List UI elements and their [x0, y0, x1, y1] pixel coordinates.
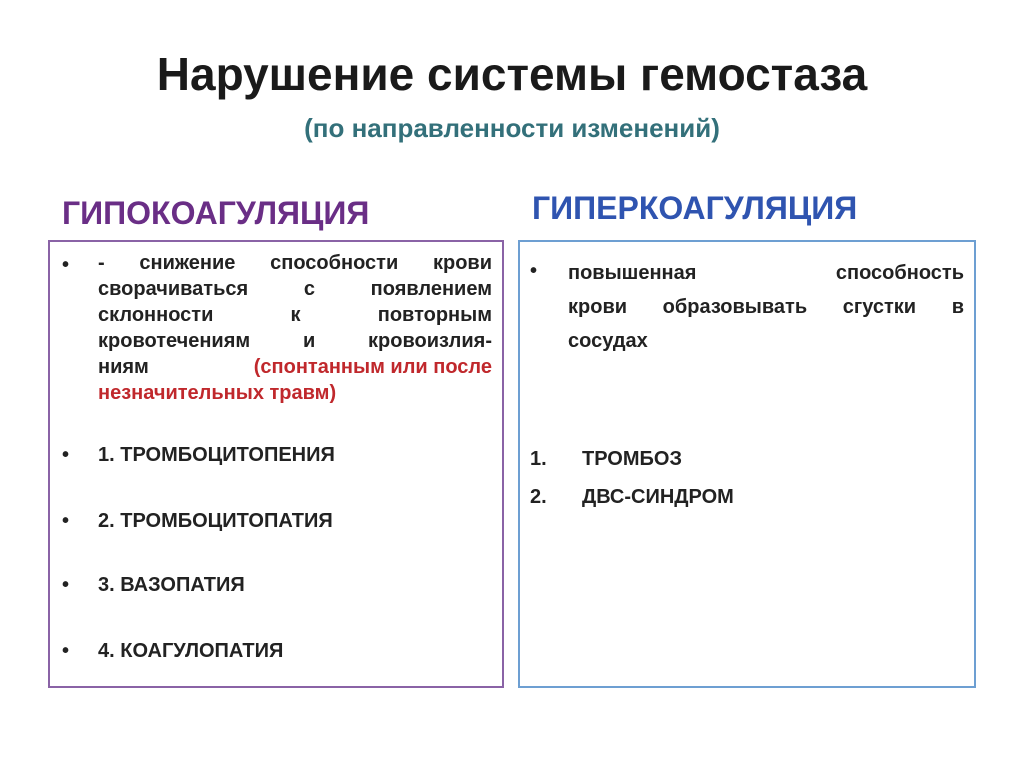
- desc-text: ниям: [98, 356, 149, 378]
- desc-line: сворачиваться с появлением: [98, 278, 492, 300]
- hypocoagulation-box: [48, 240, 504, 688]
- list-number: 2.: [530, 486, 547, 508]
- list-item: 3. ВАЗОПАТИЯ: [98, 574, 245, 596]
- desc-line: - снижение способности крови: [98, 252, 492, 274]
- bullet-marker: •: [62, 510, 70, 532]
- hypercoagulation-heading: ГИПЕРКОАГУЛЯЦИЯ: [532, 190, 858, 226]
- desc-highlight: незначительных травм): [98, 382, 337, 404]
- bullet-marker: •: [62, 444, 70, 466]
- list-item: 2. ТРОМБОЦИТОПАТИЯ: [98, 510, 333, 532]
- desc-line: [98, 354, 492, 380]
- desc-line: крови образовывать сгустки в: [568, 296, 964, 318]
- desc-line: склонности к повторным: [98, 304, 492, 326]
- bullet-marker: •: [62, 254, 70, 276]
- hypocoagulation-description: [98, 250, 492, 406]
- hypocoagulation-heading: ГИПОКОАГУЛЯЦИЯ: [62, 195, 370, 231]
- page-subtitle: (по направленности изменений): [304, 113, 720, 143]
- desc-highlight: (спонтанным или после: [253, 356, 492, 378]
- list-item: ТРОМБОЗ: [582, 448, 682, 470]
- bullet-marker: •: [530, 260, 538, 282]
- hypercoagulation-description: [568, 256, 964, 358]
- list-number: 1.: [530, 448, 547, 470]
- desc-line: кровотечениям и кровоизлия-: [98, 330, 492, 352]
- list-item: 1. ТРОМБОЦИТОПЕНИЯ: [98, 444, 335, 466]
- desc-line: сосудах: [568, 330, 648, 352]
- list-item: 4. КОАГУЛОПАТИЯ: [98, 640, 284, 662]
- bullet-marker: •: [62, 574, 70, 596]
- desc-line: повышенная способность: [568, 262, 964, 284]
- bullet-marker: •: [62, 640, 70, 662]
- list-item: ДВС-СИНДРОМ: [582, 486, 734, 508]
- page-title: Нарушение системы гемостаза: [156, 48, 868, 100]
- hypercoagulation-box: [518, 240, 976, 688]
